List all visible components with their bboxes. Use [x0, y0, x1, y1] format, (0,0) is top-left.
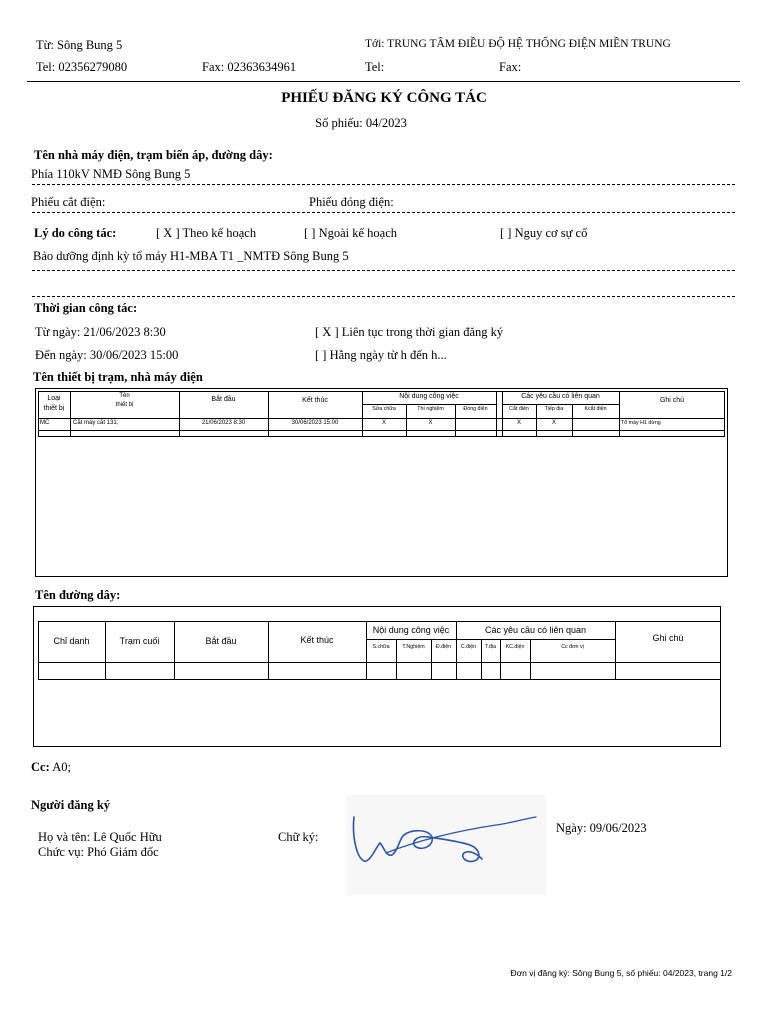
line-col-close: Đ.điện	[435, 644, 452, 650]
time-daily: [ ] Hằng ngày từ h đến h...	[315, 348, 447, 362]
row-test: X	[428, 420, 433, 426]
registrant-label: Người đăng ký	[31, 798, 111, 812]
dotted-line	[32, 296, 735, 297]
row-end: 30/06/2023 15:00	[291, 420, 339, 426]
dotted-line	[32, 184, 735, 185]
line-col-end-station: Trạm cuối	[119, 636, 160, 646]
col-cut: Cắt điện	[509, 406, 529, 412]
cc: Cc: A0;	[31, 760, 71, 774]
reason-risk: [ ] Nguy cơ sự cố	[500, 226, 588, 240]
from-unit: Từ: Sông Bung 5	[36, 38, 123, 52]
reason-label: Lý do công tác:	[34, 226, 117, 240]
row-start: 21/06/2023 8:30	[201, 420, 246, 426]
line-col-work: Nội dung công việc	[372, 625, 450, 635]
reason-unplanned: [ ] Ngoài kế hoạch	[304, 226, 398, 240]
cut-ticket: Phiếu cắt điện:	[31, 195, 106, 209]
col-requirements: Các yêu cầu có liên quan	[521, 393, 600, 400]
close-ticket: Phiếu đóng điện:	[309, 195, 394, 209]
col-ground: Tiếp địa	[544, 406, 564, 412]
col-end: Kết thúc	[302, 397, 328, 404]
row-cut: X	[516, 420, 521, 426]
col-nocut: Kcắt điện	[584, 406, 607, 412]
time-label: Thời gian công tác:	[34, 301, 138, 315]
line-col-test: T.Nghiệm	[402, 644, 425, 650]
form-number: Số phiếu: 04/2023	[315, 116, 407, 130]
to-fax: Fax:	[499, 60, 522, 74]
plant-label: Tên nhà máy điện, trạm biến áp, đường dây:	[34, 148, 273, 162]
from-tel: Tel: 02356279080	[36, 60, 128, 74]
reason-detail: Bảo dưỡng định kỳ tổ máy H1-MBA T1 _NMTĐ Sông Bung 5	[33, 249, 349, 263]
page-title: PHIẾU ĐĂNG KÝ CÔNG TÁC	[281, 90, 487, 106]
registrant-name: Họ và tên: Lê Quốc Hữu	[38, 830, 162, 844]
header-divider	[27, 81, 740, 82]
line-col-note: Ghi chú	[652, 633, 684, 643]
col-note: Ghi chú	[659, 397, 685, 404]
signature-image	[346, 795, 546, 895]
line-col-cut: C.điện	[460, 644, 477, 650]
footer-note: Đơn vị đăng ký: Sông Bung 5, số phiếu: 04/2023, trang 1/2	[510, 968, 732, 978]
line-col-name: Chỉ danh	[53, 636, 90, 646]
signature-label: Chữ ký:	[278, 830, 319, 844]
dotted-line	[32, 212, 735, 213]
time-to: Đến ngày: 30/06/2023 15:00	[35, 348, 179, 362]
to-unit: Tới: TRUNG TÂM ĐIỀU ĐỘ HỆ THỐNG ĐIỆN MIỀN TRUNG	[365, 38, 671, 50]
from-fax: Fax: 02363634961	[202, 60, 297, 74]
line-col-units: Cc đơn vị	[561, 644, 584, 650]
to-tel: Tel:	[365, 60, 385, 74]
col-close: Đóng điện	[463, 406, 488, 412]
row-note: Tổ máy H1 dừng	[621, 420, 661, 426]
reason-planned: [ X ] Theo kế hoạch	[156, 226, 257, 240]
plant-value: Phía 110kV NMĐ Sông Bung 5	[31, 167, 191, 181]
time-from: Từ ngày: 21/06/2023 8:30	[35, 325, 166, 339]
line-col-end: Kết thúc	[300, 635, 334, 645]
col-repair: Sửa chữa	[372, 406, 396, 412]
row-repair: X	[381, 420, 386, 426]
line-col-nocut: KC.điện	[505, 644, 525, 650]
dotted-line	[32, 270, 735, 271]
sign-date: Ngày: 09/06/2023	[556, 821, 647, 835]
line-col-start: Bắt đầu	[205, 636, 237, 646]
col-type: Loại thiết bị	[43, 395, 65, 412]
equipment-label: Tên thiết bị trạm, nhà máy điện	[33, 370, 203, 384]
col-test: Thí nghiệm	[417, 406, 444, 412]
line-col-ground: T.địa	[484, 644, 497, 650]
row-ground: X	[551, 420, 556, 426]
col-work: Nội dung công việc	[399, 393, 459, 400]
col-start: Bắt đầu	[211, 396, 236, 403]
row-name: Cắt máy cắt 131;	[73, 420, 119, 426]
line-col-requirements: Các yêu cầu có liên quan	[484, 625, 587, 635]
col-name: Tên thiết bị	[115, 393, 134, 408]
time-continuous: [ X ] Liên tục trong thời gian đăng ký	[315, 325, 504, 339]
line-col-repair: S.chữa	[372, 644, 390, 650]
row-type: MC	[40, 420, 50, 426]
registrant-position: Chức vụ: Phó Giám đốc	[38, 845, 159, 859]
line-label: Tên đường dây:	[35, 588, 121, 602]
